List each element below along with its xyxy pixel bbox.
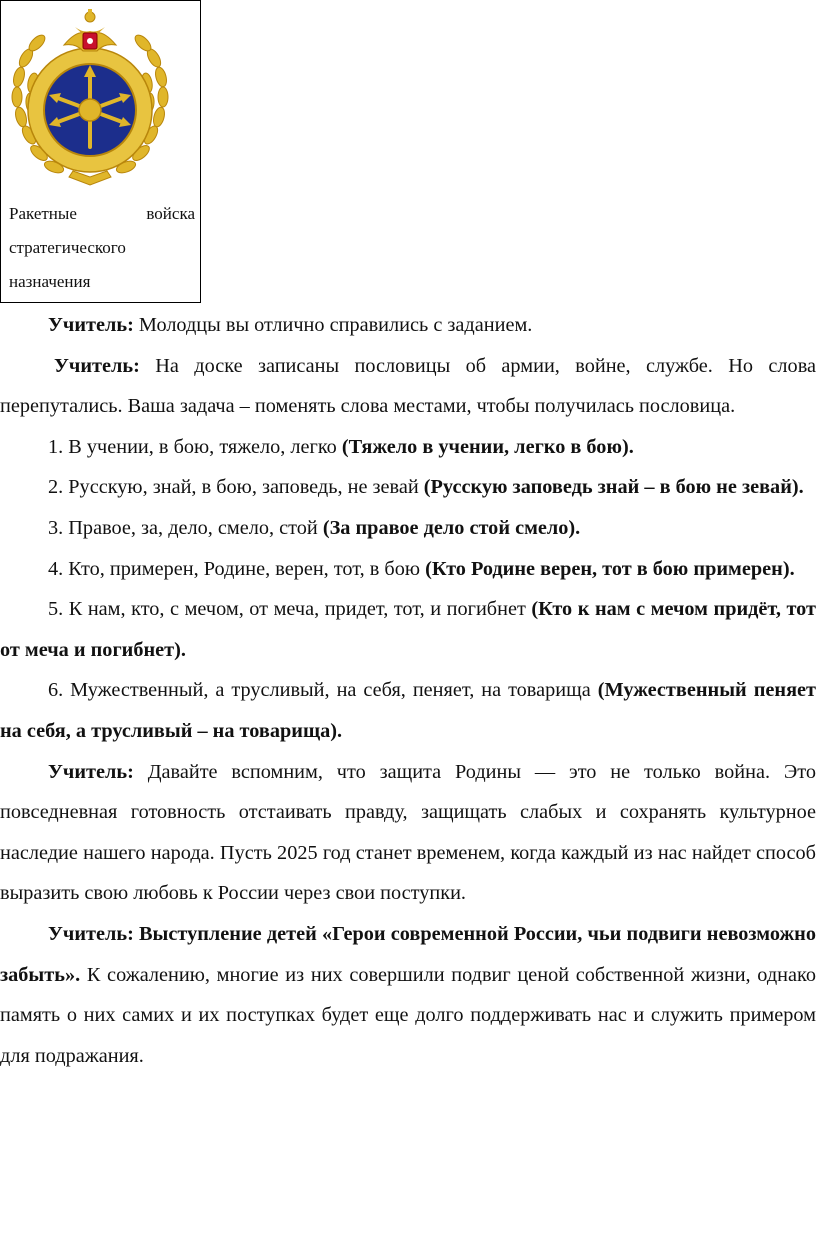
proverb-words: 5. К нам, кто, с мечом, от меча, придет, тот, и погибнет — [48, 598, 532, 621]
paragraph-heroes — [0, 914, 816, 1076]
speaker-label: Учитель: — [54, 354, 140, 377]
proverb-item — [0, 670, 816, 751]
caption-line-3: назначения — [9, 272, 91, 291]
caption-word-1: Ракетные — [9, 204, 77, 223]
proverb-item — [0, 427, 816, 468]
proverb-answer: (Мужественный пеняет на себя, а трусливый – на товарища). — [0, 679, 816, 742]
proverb-words: 3. Правое, за, дело, смело, стой — [48, 516, 323, 539]
speaker-label-heading: Учитель: Выступление детей «Герои современной России, чьи подвиги невозможно забыть». — [0, 922, 816, 986]
proverb-answer: (Кто к нам с мечом придёт, тот от меча и погибнет). — [0, 598, 816, 661]
paragraph-defense — [0, 752, 816, 914]
proverb-answer: (Тяжело в учении, легко в бою). — [341, 435, 634, 458]
speaker-label: Учитель: — [48, 314, 134, 336]
paragraph-text: К сожалению, многие из них совершили подвиг ценой собственной жизни, однако память о них самих и их поступках будет еще долго поддерживать нас и служить примером для подражания. — [0, 963, 816, 1067]
emblem-caption — [9, 197, 195, 299]
proverb-answer: (Кто Родине верен, тот в бою примерен). — [425, 557, 795, 580]
paragraph-teacher-praise — [0, 305, 816, 346]
proverb-answer: (За правое дело стой смело). — [322, 516, 581, 539]
caption-line-2: стратегического — [9, 238, 126, 257]
strategic-missile-forces-emblem-icon — [9, 5, 171, 190]
proverb-words: 1. В учении, в бою, тяжело, легко — [48, 435, 342, 458]
document-body — [0, 305, 816, 1076]
caption-word-2: войска — [146, 204, 195, 223]
paragraph-text: Давайте вспомним, что защита Родины — это не только война. Это повседневная готовность отстаивать правду, защищать слабых и сохранять культурное наследие нашего народа. Пусть 2025 год станет временем, когда каждый из нас найдет способ выразить свою любовь к России через свои поступки. — [0, 760, 816, 905]
speaker-label: Учитель: — [48, 760, 134, 783]
proverb-words: 2. Русскую, знай, в бою, заповедь, не зевай — [48, 476, 424, 499]
emblem-frame — [0, 0, 201, 303]
proverb-words: 6. Мужественный, а трусливый, на себя, пеняет, на товарища — [48, 679, 598, 702]
paragraph-text: Молодцы вы отлично справились с заданием. — [133, 314, 533, 336]
paragraph-text: На доске записаны пословицы об армии, войне, службе. Но слова перепутались. Ваша задача – поменять слова местами, чтобы получилась пословица. — [0, 354, 816, 418]
proverb-item — [0, 508, 816, 549]
proverb-answer: (Русскую заповедь знай – в бою не зевай). — [423, 476, 804, 499]
proverb-words: 4. Кто, примерен, Родине, верен, тот, в бою — [48, 557, 426, 580]
proverb-item — [0, 589, 816, 670]
paragraph-task — [0, 346, 816, 427]
proverb-item — [0, 549, 816, 590]
proverb-item — [0, 467, 816, 508]
